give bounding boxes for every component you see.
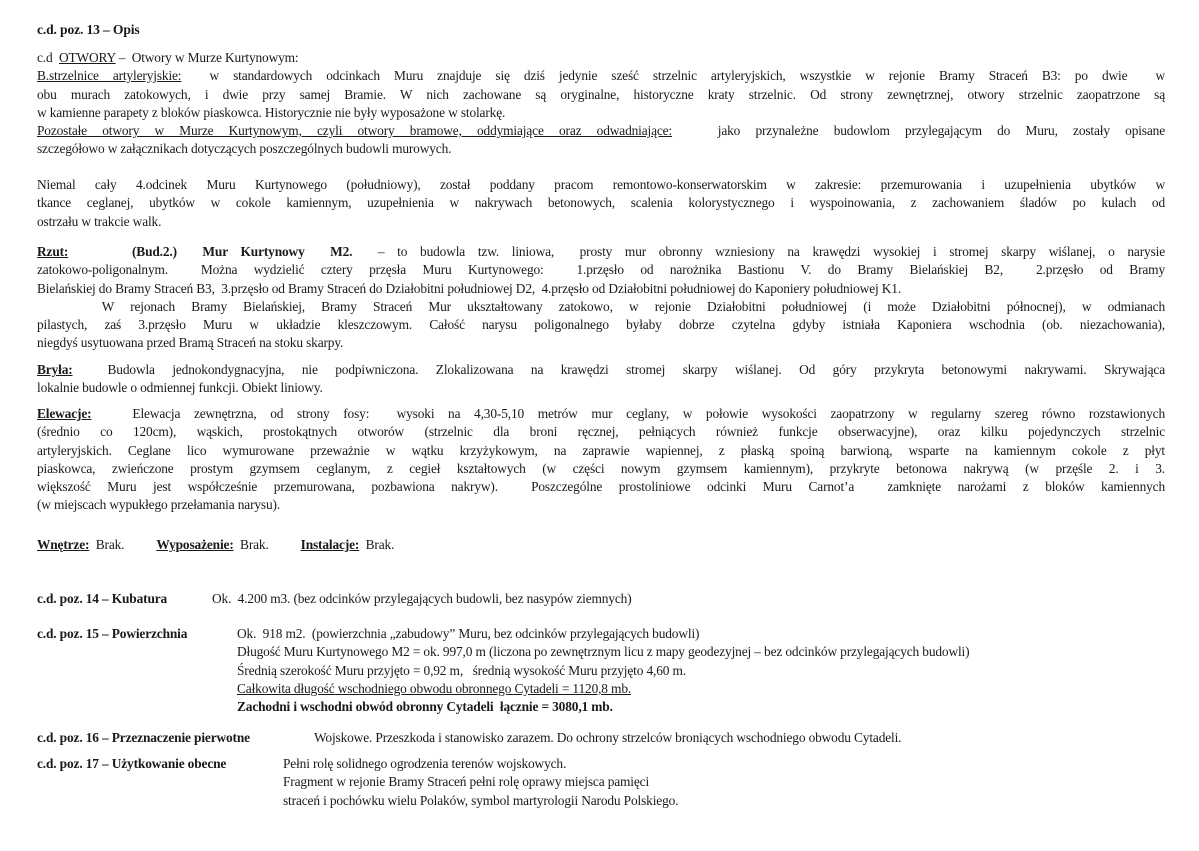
text-line [237,680,1165,698]
text-run: Fragment w rejonie Bramy Straceń pełni rolę oprawy miejsca pamięci [283,774,650,790]
text-run: ostrzału w trakcie walk. [37,213,162,229]
text-run: Ok. 918 m2. (powierzchnia „zabudowy” Muru, bez odcinków przylegających budowli) [237,626,700,641]
item-value [283,755,1165,810]
text-run: obu murach zatokowych, i dwie przy samej Bramie. W nich zachowane są oryginalne, historyczne kraty strzelnic. Od strony zewnętrznej, otwory strzelnic zaopatrzone są [37,86,1165,102]
text-line [237,625,1165,643]
paragraph-elewacje [37,405,1165,515]
item-powierzchnia [37,625,1165,716]
text-line [212,590,1165,608]
underlined-label: Wyposażenie: [156,537,234,552]
underlined-label: Całkowita długość wschodniego obwodu obronnego Cytadeli = 1120,8 mb. [237,680,632,696]
text-line [37,379,1165,397]
text-run: W rejonach Bramy Bielańskiej, Bramy Straceń Mur ukształtowany zatokowo, w rejonie Działobitni południowej (i może Działobitni północnej), w odmianach [37,298,1165,314]
section-heading: c.d. poz. 13 – Opis [37,22,140,37]
text-line [237,643,1165,661]
text-line [37,536,1165,554]
text-run: Pełni rolę solidnego ogrodzenia terenów wojskowych. [283,756,567,771]
text-run: c.d [37,50,59,65]
text-run: niegdyś usytuowana przed Bramą Straceń na stoku skarpy. [37,335,344,351]
item-value [212,590,1165,608]
text-run: Bielańskiej do Bramy Straceń B3, 3.przęsło od Bramy Straceń do Działobitni południowej D2, 4.przęsło od Działobitni południowej do Kaponiery południowej K1. [37,280,902,296]
text-line [37,280,1165,298]
text-run: Niemal cały 4.odcinek Muru Kurtynowego (południowy), został poddany pracom remontowo-konserwatorskim w zakresie: przemurowania i uzupełnienia ubytków w [37,177,1165,192]
underlined-label: Elewacje: [37,406,92,421]
item-label: c.d. poz. 16 – Przeznaczenie pierwotne [37,730,250,745]
bold-text: (Bud.2.) Mur Kurtynowy M2. [68,244,353,259]
item-przeznaczenie [37,729,1165,747]
text-run: Średnią szerokość Muru przyjęto = 0,92 m, średnią wysokość Muru przyjęto 4,60 m. [237,662,686,678]
text-line [37,478,1165,496]
underlined-label: B.strzelnice artyleryjskie: [37,68,182,84]
underlined-label: Instalacje: [300,537,360,552]
text-run: Budowla jednokondygnacyjna, nie podpiwniczona. Zlokalizowana na krawędzi stromej skarpy wiślanej. Od góry przykryta betonowymi nakrywami. Skrywająca [72,362,1165,377]
underlined-label: Bryła: [37,362,73,377]
text-line [37,140,1165,158]
item-value [314,729,1165,747]
text-run: jako przynależne budowlom przylegającym do Muru, zostały opisane [672,123,1165,139]
paragraph-wnetrze [37,536,1165,554]
item-label: c.d. poz. 17 – Użytkowanie obecne [37,756,227,771]
text-run: lokalnie budowle o odmiennej funkcji. Obiekt liniowy. [37,380,323,396]
item-label: c.d. poz. 14 – Kubatura [37,591,168,606]
text-line [37,122,1165,140]
text-line [37,334,1165,352]
text-run: Długość Muru Kurtynowego M2 = ok. 997,0 m (liczona po zewnętrznym licu z mapy geodezyjnej – bez odcinków przylegających budowli) [237,644,970,660]
text-run: szczegółowo w załącznikach dotyczących poszczególnych budowli murowych. [37,141,452,157]
underlined-label: Rzut: [37,244,69,259]
text-run: zatokowo-poligonalnym. Można wydzielić cztery przęsła Muru Kurtynowego: 1.przęsło od narożnika Bastionu V. do Bramy Bielańskiej B2, 2.przęsło od Bramy [37,262,1165,278]
text-run: straceń i pochówku wielu Polaków, symbol martyrologii Narodu Polskiego. [283,792,679,808]
text-line [37,86,1165,104]
text-line [237,698,1165,716]
text-run: (średnio co 120cm), wąskich, prostokątnych otworów (strzelnic dla broni ręcznej, pełniących również funkcje obserwacyjne), oraz kilku pojedynczych strzelnic [37,424,1165,440]
paragraph-rzut [37,243,1165,353]
text-line [37,194,1165,212]
text-line [283,773,1165,791]
text-run: Ok. 4.200 m3. (bez odcinków przylegających budowli, bez nasypów ziemnych) [212,591,632,606]
text-line [37,442,1165,460]
paragraph-otwory [37,49,1165,159]
text-run: pilastych, zaś 3.przęsło Muru w układzie kleszczowym. Całość narysu poligonalnego byłaby dobrze czytelna gdyby istniała Kaponiera wschodnia (ob. niezachowania), [37,317,1165,333]
text-line [37,104,1165,122]
text-line [37,49,1165,67]
underlined-label: Pozostałe otwory w Murze Kurtynowym, czyli otwory bramowe, oddymiające oraz odwadniające: [37,123,673,139]
text-run: artyleryjskich. Ceglane lico wymurowane przeważnie w wątku krzyżykowym, na zaprawie wapiennej, z płaską spoiną barwioną, wsparte na kamiennym cokole z płyt [37,442,1165,458]
text-line [37,496,1165,514]
item-value [237,625,1165,716]
text-run: Elewacja zewnętrzna, od strony fosy: wysoki na 4,30-5,10 metrów mur ceglany, w połowie wysokości zaopatrzony w regularny szereg równo rozstawionych [91,406,1165,421]
text-run: Wojskowe. Przeszkoda i stanowisko zarazem. Do ochrony strzelców broniących wschodniego obwodu Cytadeli. [314,730,902,745]
text-line [37,298,1165,316]
paragraph-bryla [37,361,1165,398]
text-run: w standardowych odcinkach Muru znajduje się dziś jedynie sześć strzelnic artyleryjskich, wszystkie w rejonie Bramy Straceń B3: po dwie w [181,68,1165,84]
underlined-label: Wnętrze: [37,537,90,552]
item-label: c.d. poz. 15 – Powierzchnia [37,626,188,641]
text-run: – to budowla tzw. liniowa, prosty mur obronny wzniesiony na krawędzi wysokiej i stromej skarpy wiślanej, o narysie [352,244,1165,259]
text-line [37,243,1165,261]
text-line [37,67,1165,85]
underlined-label: OTWORY [58,50,116,65]
text-run: większość Muru jest współcześnie przemurowana, pozbawiona nakryw). Poszczególne prostoliniowe odcinki Muru Carnot’a zamknięte narożami z bloków kamiennych [37,479,1165,495]
text-run: (w miejscach wypukłego przełamania narysu). [37,497,281,513]
text-run: Brak. [233,537,301,552]
item-uzytkowanie [37,755,1165,810]
text-run: Brak. [89,537,157,552]
paragraph-remont [37,176,1165,231]
text-line [37,261,1165,279]
text-line [314,729,1165,747]
text-line [37,423,1165,441]
item-kubatura [37,590,1165,608]
text-line [37,460,1165,478]
bold-text: Zachodni i wschodni obwód obronny Cytadeli łącznie = 3080,1 mb. [237,699,613,715]
text-line [237,662,1165,680]
text-run: piaskowca, zwieńczone prostym gzymsem ceglanym, z cegieł kształtowych (w części nowym gzymsem kamiennym), przykryte betonowa nakrywą (w przęśle 2. i 3. [37,460,1165,476]
text-line [283,792,1165,810]
text-line [37,361,1165,379]
text-line [37,176,1165,194]
text-line [37,316,1165,334]
text-run: – Otwory w Murze Kurtynowym: [115,50,299,65]
text-line [283,755,1165,773]
text-run: tkance ceglanej, ubytków w cokole kamiennym, uzupełnienia w nakrywach betonowych, scalenia kolorystycznego i wyspoinowania, z zachowaniem śladów po kulach od [37,195,1165,211]
text-run: w kamienne parapety z bloków piaskowca. Historycznie nie były wyposażone w stolarkę. [37,104,506,120]
text-line [37,405,1165,423]
text-line [37,213,1165,231]
text-run: Brak. [359,537,395,552]
